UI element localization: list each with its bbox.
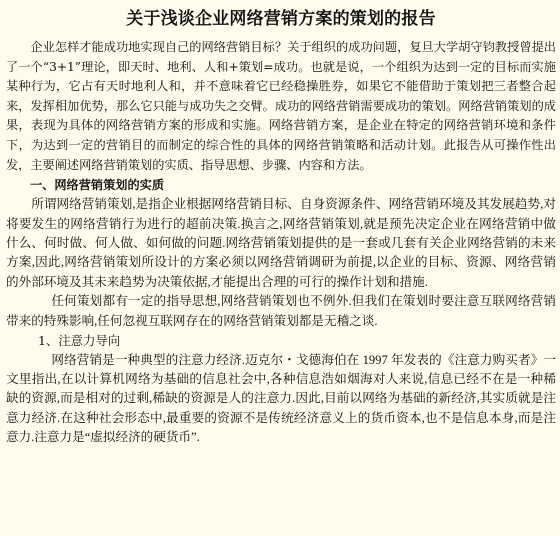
- section-paragraph-guiding-idea: 任何策划都有一定的指导思想,网络营销策划也不例外.但我们在策划时要注意互联网络营销带来的特殊影响,任何忽视互联网存在的网络营销策划都是无稽之谈.: [6, 294, 556, 328]
- subsection-paragraph-attention: 网络营销是一种典型的注意力经济.迈克尔・戈德海伯在 1997 年发表的《注意力购买者》一文里指出,在以计算机网络为基础的信息社会中,各种信息浩如烟海对人来说,信息已经不在是一种稀缺的资源,而是相对的过剩,稀缺的资源是人的注意力.因此,目前以网络为基础的新经济,其实质就是注意力经济.在这种社会形态中,最重要的资源不是传统经济意义上的货币资本,也不是信息本身,而是注意力.注意力是“虚拟经济的硬货币”.: [6, 352, 556, 445]
- section-heading-essence: 一、网络营销策划的实质: [30, 178, 165, 193]
- section-paragraph-definition: 所谓网络营销策划,是指企业根据网络营销目标、自身资源条件、网络营销环境及其发展趋势,对将要发生的网络营销行为进行的超前决策.换言之,网络营销策划,就是预先决定企业在网络营销中做什么、何时做、何人做、如何做的问题.网络营销策划提供的是一套或几套有关企业网络营销的未来方案,因此,网络营销策划所设计的方案必须以网络营销调研为前提,以企业的目标、资源、网络营销的外部环境及其未来趋势为决策依据,才能提出合理的可行的操作计划和措施.: [6, 197, 556, 289]
- intro-paragraph: 企业怎样才能成功地实现自己的网络营销目标？关于组织的成功问题，复旦大学胡守钧教授曾提出了一个“3+1”理论，即天时、地利、人和+策划=成功。也就是说，一个组织为达到一定的目标而实施某种行为，它占有天时地利人和，并不意味着它已经稳操胜券，如果它不能借助于策划把三者整合起来，发挥相加优势，那么它只能与成功失之交臂。成功的网络营销需要成功的策划。网络营销策划的成果，表现为具体的网络营销方案的形成和实施。网络营销方案，是企业在特定的网络营销环境和条件下，为达到一定的营销目的而制定的综合性的具体的网络营销策略和活动计划。此报告从可操作性出发，主要阐述网络营销策划的实质、指导思想、步骤、内容和方法。: [6, 40, 556, 172]
- subsection-heading-attention: 1、注意力导向: [38, 333, 121, 348]
- document-title: 关于浅谈企业网络营销方案的策划的报告: [126, 9, 436, 29]
